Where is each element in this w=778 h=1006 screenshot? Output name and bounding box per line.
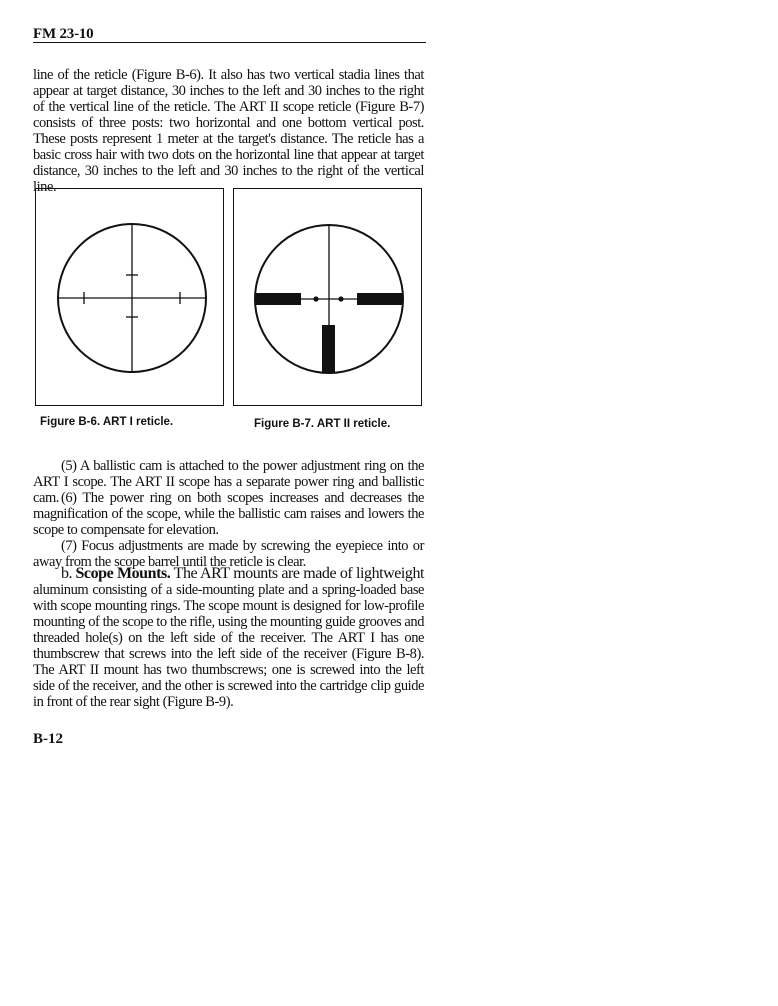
paragraph-5: (5) A ballistic cam is attached to the power adjustment ring on the ART I scope. The ART II scope has a separate power ring and ballistic cam. xyxy=(33,458,424,506)
paragraph-7: (7) Focus adjustments are made by screwing the eyepiece into or away from the scope barrel until the reticle is clear. xyxy=(33,538,424,570)
paragraph-b-label: b. xyxy=(61,565,73,582)
figure-b6-art-i-reticle xyxy=(35,188,224,406)
paragraph-b-scope-mounts xyxy=(33,566,424,710)
page-footer: B-12 xyxy=(33,731,63,747)
art-ii-reticle-drawing xyxy=(234,189,423,407)
scope-mounts-heading: Scope Mounts. xyxy=(75,565,171,582)
art-i-reticle-drawing xyxy=(36,189,225,407)
page-header: FM 23-10 xyxy=(33,26,94,42)
right-range-dot xyxy=(338,296,343,301)
figure-b6-caption: Figure B-6. ART I reticle. xyxy=(40,416,174,428)
paragraph-b-lead: The ART mounts are made of lightweight xyxy=(173,565,424,582)
left-horizontal-post xyxy=(255,293,301,305)
header-rule xyxy=(33,42,426,43)
figure-b7-caption: Figure B-7. ART II reticle. xyxy=(254,418,391,430)
paragraph-reticle-description: line of the reticle (Figure B-6). It also has two vertical stadia lines that appear at target distance, 30 inches to the left and 30 inches to the right of the vertical line of the reticle. The ART II scope reticle (Figure B-7) consists of three posts: two horizontal and one bottom vertical post. These posts represent 1 meter at the target's distance. The reticle has a basic cross hair with two dots on the horizontal line that appear at target distance, 30 inches to the left and 30 inches to the right of the vertical line. xyxy=(33,67,424,195)
paragraph-6: (6) The power ring on both scopes increases and decreases the magnification of the scope, while the ballistic cam raises and lowers the scope to compensate for elevation. xyxy=(33,490,424,538)
bottom-vertical-post xyxy=(322,325,335,373)
left-range-dot xyxy=(313,296,318,301)
paragraph-b-body: aluminum consisting of a side-mounting plate and a spring-loaded base with scope mounting rings. The scope mount is designed for low-profile mounting of the scope to the rifle, using the mounting guide grooves and threaded hole(s) on the left side of the receiver. The ART I has one thumbscrew that screws into the left side of the receiver (Figure B-8). The ART II mount has two thumbscrews; one is screwed into the left side of the receiver, and the other is screwed into the cartridge clip guide in front of the rear sight (Figure B-9). xyxy=(33,582,424,710)
right-horizontal-post xyxy=(357,293,403,305)
figure-b7-art-ii-reticle xyxy=(233,188,422,406)
